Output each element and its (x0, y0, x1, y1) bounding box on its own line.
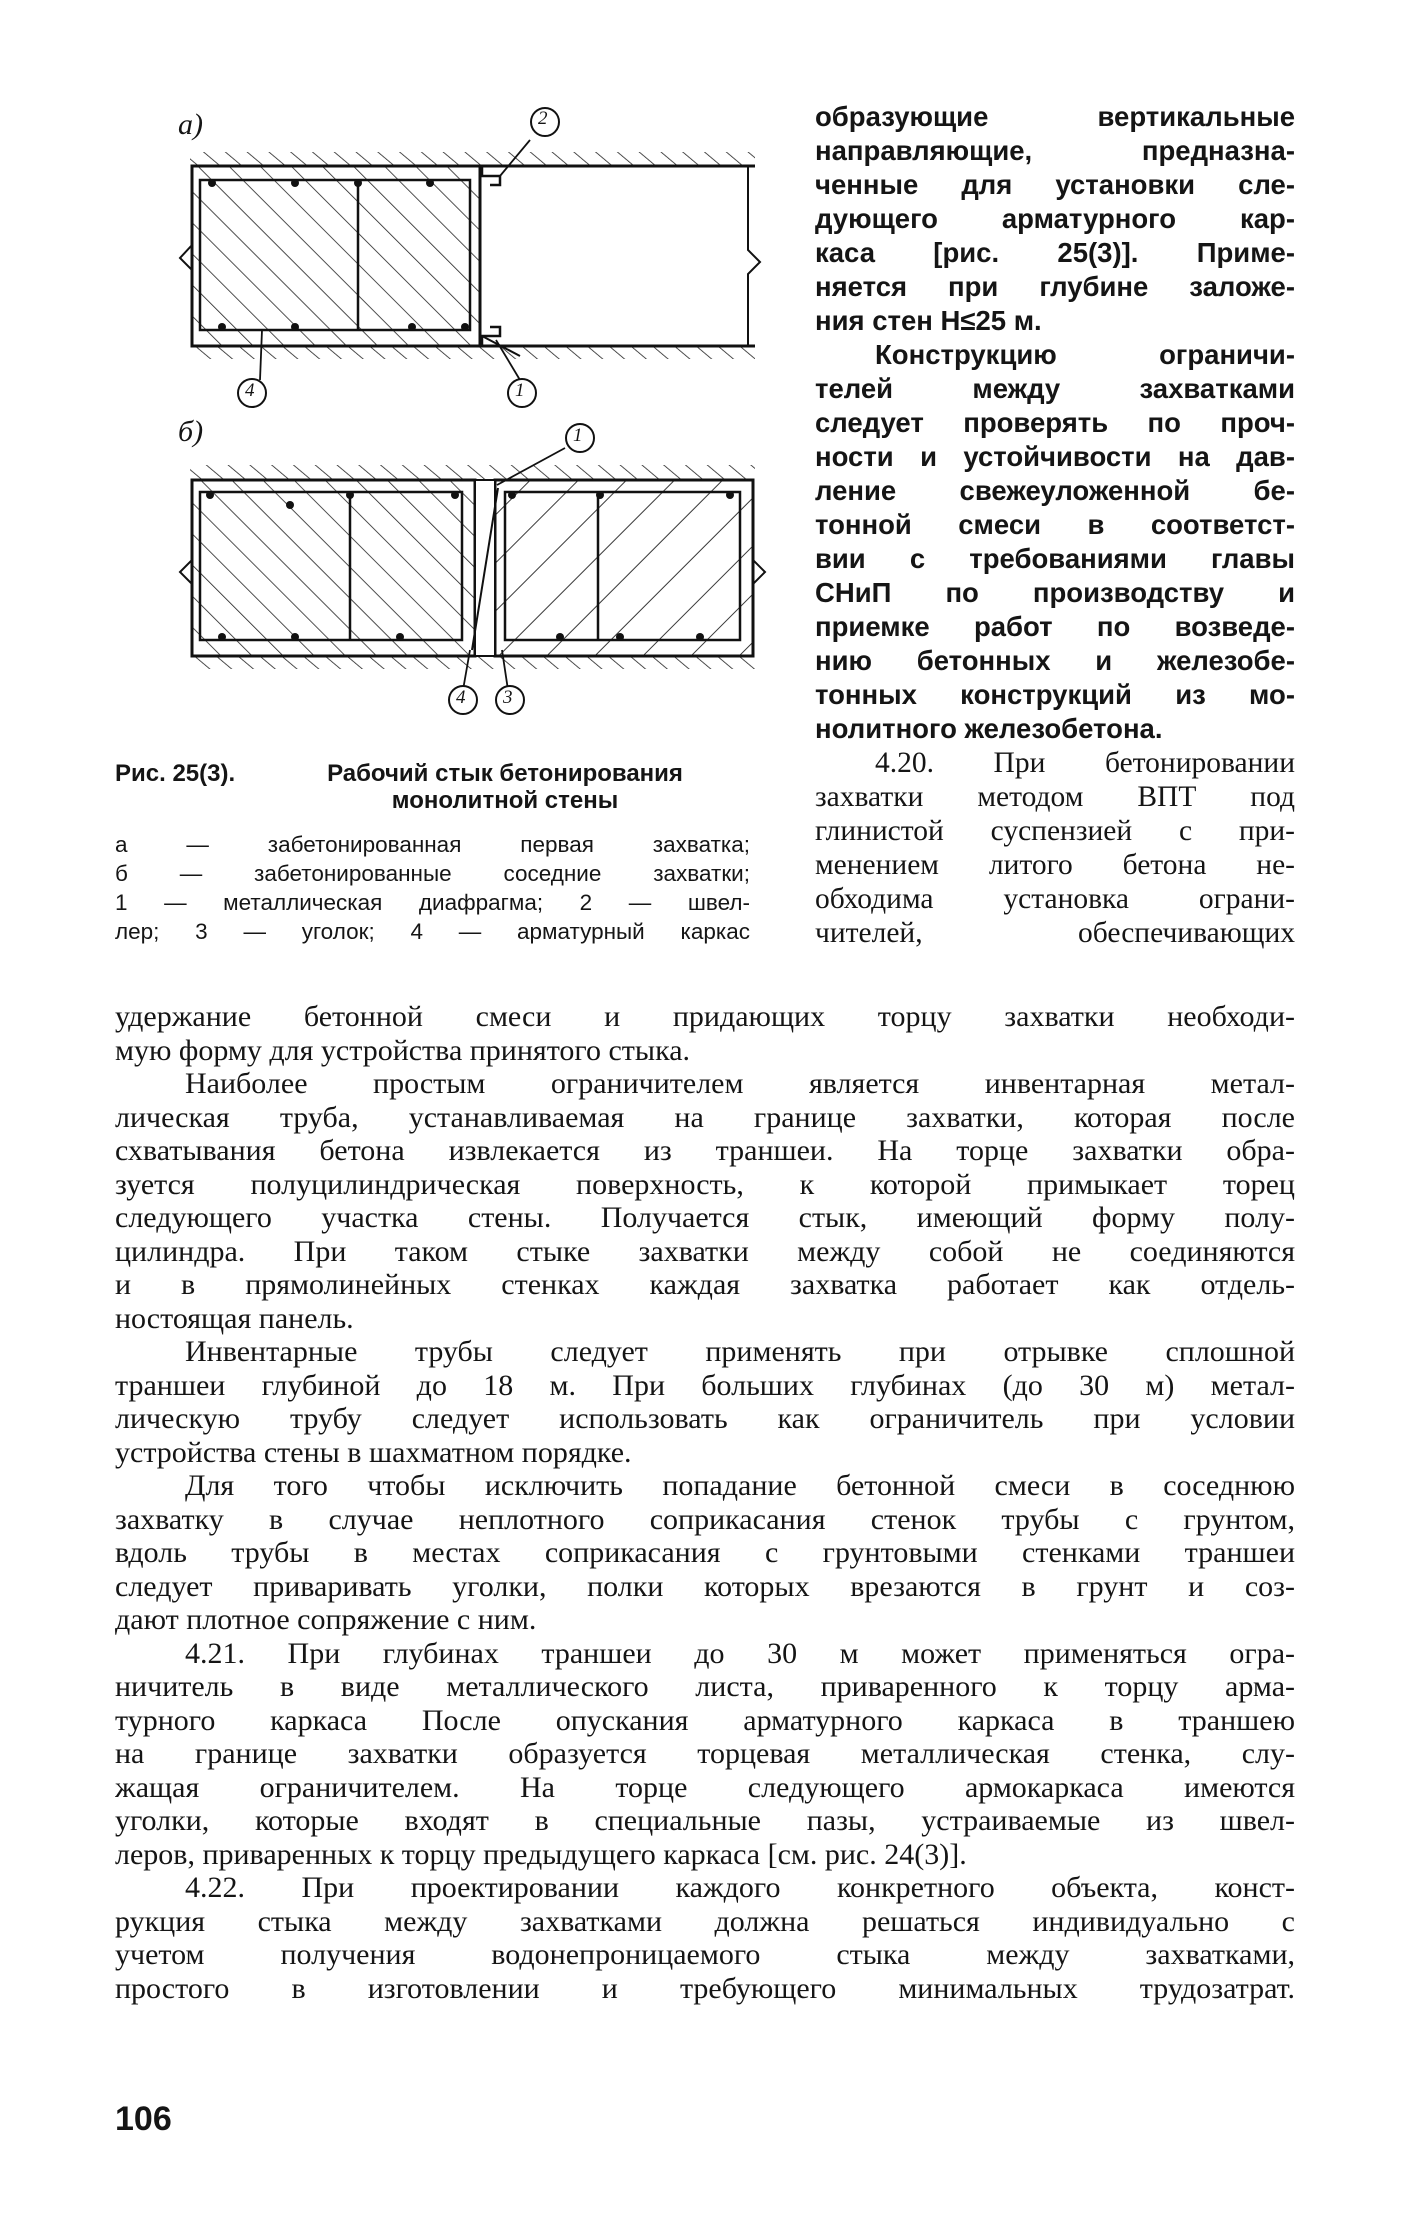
text-line: тонных конструкций из мо- (815, 679, 1295, 710)
text-line: чителей, обеспечивающих (815, 917, 1295, 949)
text-line: глинистой суспензией с при- (815, 815, 1295, 847)
panel-b-drawing (180, 424, 765, 714)
text-line: ничитель в виде металлического листа, приваренного к торцу арма- (115, 1670, 1295, 1703)
text-line: СНиП по производству и (815, 577, 1295, 608)
text-line: каса [рис. 25(3)]. Приме- (815, 237, 1295, 268)
text-line: захватки методом ВПТ под (815, 781, 1295, 813)
page-number: 106 (115, 2100, 172, 2138)
text-line: захватку в случае неплотного соприкасания стенок трубы с грунтом, (115, 1502, 1295, 1536)
callout-a-2: 2 (538, 108, 548, 129)
callout-b-3: 3 (503, 687, 513, 708)
text-line: нию бетонных и железобе- (815, 645, 1295, 676)
text-line: Конструкцию ограничи- (875, 339, 1295, 370)
text-line: менением литого бетона не- (815, 849, 1295, 881)
text-line: телей между захватками (815, 373, 1295, 404)
callout-b-1: 1 (573, 425, 583, 446)
legend-line: 1 — металлическая диафрагма; 2 — швел- (115, 890, 750, 915)
figure-number: Рис. 25(3). (115, 760, 236, 787)
text-line: дующего арматурного кар- (815, 203, 1295, 234)
text-line: леров, приваренных к торцу предыдущего каркаса [см. рис. 24(3)]. (115, 1837, 967, 1871)
text-line: тонной смеси в соответст- (815, 509, 1295, 540)
text-line: вдоль трубы в местах соприкасания с грунтовыми стенками траншеи (115, 1536, 1295, 1569)
body-text (115, 1000, 1295, 2005)
text-line: ченные для установки сле- (815, 169, 1295, 200)
legend-line: б — забетонированные соседние захватки; (115, 861, 750, 886)
callout-b-4: 4 (456, 687, 466, 708)
panel-b-label: б) (178, 415, 204, 448)
text-line: Наиболее простым ограничителем является инвентарная метал- (185, 1067, 1295, 1100)
text-line: 4.20. При бетонировании (875, 747, 1295, 779)
concrete-first-grip-a (192, 166, 480, 346)
text-line: траншеи глубиной до 18 м. При больших глубинах (до 30 м) метал- (115, 1368, 1295, 1402)
text-line: устройства стены в шахматном порядке. (115, 1435, 632, 1469)
text-line: зуется полуцилиндрическая поверхность, к которой примыкает торец (115, 1167, 1295, 1201)
right-column-text (815, 100, 1295, 950)
text-line: приемке работ по возведе- (815, 611, 1295, 642)
text-line: образующие вертикальные (815, 101, 1295, 132)
text-line: ности и устойчивости на дав- (815, 441, 1295, 472)
callout-a-1: 1 (515, 380, 525, 401)
text-line: ния стен H≤25 м. (815, 305, 1042, 336)
text-line: простого в изготовлении и требующего минимальных трудозатрат. (115, 1971, 1295, 2005)
text-line: турного каркаса После опускания арматурного каркаса в траншею (115, 1703, 1295, 1737)
text-line: ностоящая панель. (115, 1301, 354, 1335)
text-line: схватывания бетона извлекается из траншеи. На торце захватки обра- (115, 1134, 1295, 1167)
figure-title-line-1: Рабочий стык бетонирования (327, 760, 683, 787)
panel-a-drawing (180, 108, 760, 407)
ground-hatch-top-a (190, 152, 755, 166)
text-line: няется при глубине заложе- (815, 271, 1295, 302)
panel-a-label: а) (178, 108, 203, 141)
text-line: следует приваривать уголки, полки которых врезаются в грунт и соз- (115, 1569, 1295, 1603)
text-line: дают плотное сопряжение с ним. (115, 1603, 537, 1636)
text-line: обходима установка ограни- (815, 883, 1295, 915)
text-line: на границе захватки образуется торцевая металлическая стенка, слу- (115, 1737, 1295, 1770)
text-line: 4.22. При проектировании каждого конкретного объекта, конст- (185, 1871, 1295, 1904)
text-line: цилиндра. При таком стыке захватки между собой не соединяются (115, 1234, 1295, 1268)
text-line: и в прямолинейных стенках каждая захватка работает как отдель- (115, 1268, 1295, 1301)
text-line: следующего участка стены. Получается стык, имеющий форму полу- (115, 1201, 1295, 1234)
text-line: Инвентарные трубы следует применять при отрывке сплошной (185, 1335, 1295, 1368)
legend-line: лер; 3 — уголок; 4 — арматурный каркас (115, 919, 750, 944)
text-line: уголки, которые входят в специальные пазы, устраиваемые из швел- (115, 1804, 1295, 1837)
text-line: жащая ограничителем. На торце следующего армокаркаса имеются (115, 1770, 1295, 1804)
text-line: следует проверять по проч- (815, 407, 1295, 438)
text-line: нолитного железобетона. (815, 713, 1163, 744)
callout-a-4: 4 (245, 380, 255, 401)
legend-line: а — забетонированная первая захватка; (115, 832, 750, 857)
text-line: 4.21. При глубинах траншеи до 30 м может применяться огра- (185, 1636, 1295, 1670)
text-line: лическую трубу следует использовать как ограничитель при условии (115, 1402, 1295, 1435)
text-line: Для того чтобы исключить попадание бетонной смеси в соседнюю (185, 1469, 1295, 1502)
text-line: вии с требованиями главы (815, 543, 1295, 574)
text-line: мую форму для устройства принятого стыка. (115, 1033, 691, 1067)
concrete-right-grip-b (495, 480, 753, 656)
text-line: учетом получения водонепроницаемого стыка между захватками, (115, 1938, 1295, 1971)
text-line: ление свежеуложенной бе- (815, 475, 1295, 506)
concrete-left-grip-b (192, 480, 475, 656)
figure-title-line-2: монолитной стены (391, 787, 619, 814)
text-line: удержание бетонной смеси и придающих торцу захватки необходи- (115, 1000, 1295, 1033)
ground-hatch-top-b (190, 465, 755, 479)
text-line: лическая труба, устанавливаемая на границе захватки, которая после (115, 1100, 1295, 1134)
text-line: рукция стыка между захватками должна решаться индивидуально с (115, 1904, 1295, 1938)
figure-caption-title (115, 760, 755, 814)
figure-legend (115, 830, 750, 946)
text-line: направляющие, предназна- (815, 135, 1295, 166)
